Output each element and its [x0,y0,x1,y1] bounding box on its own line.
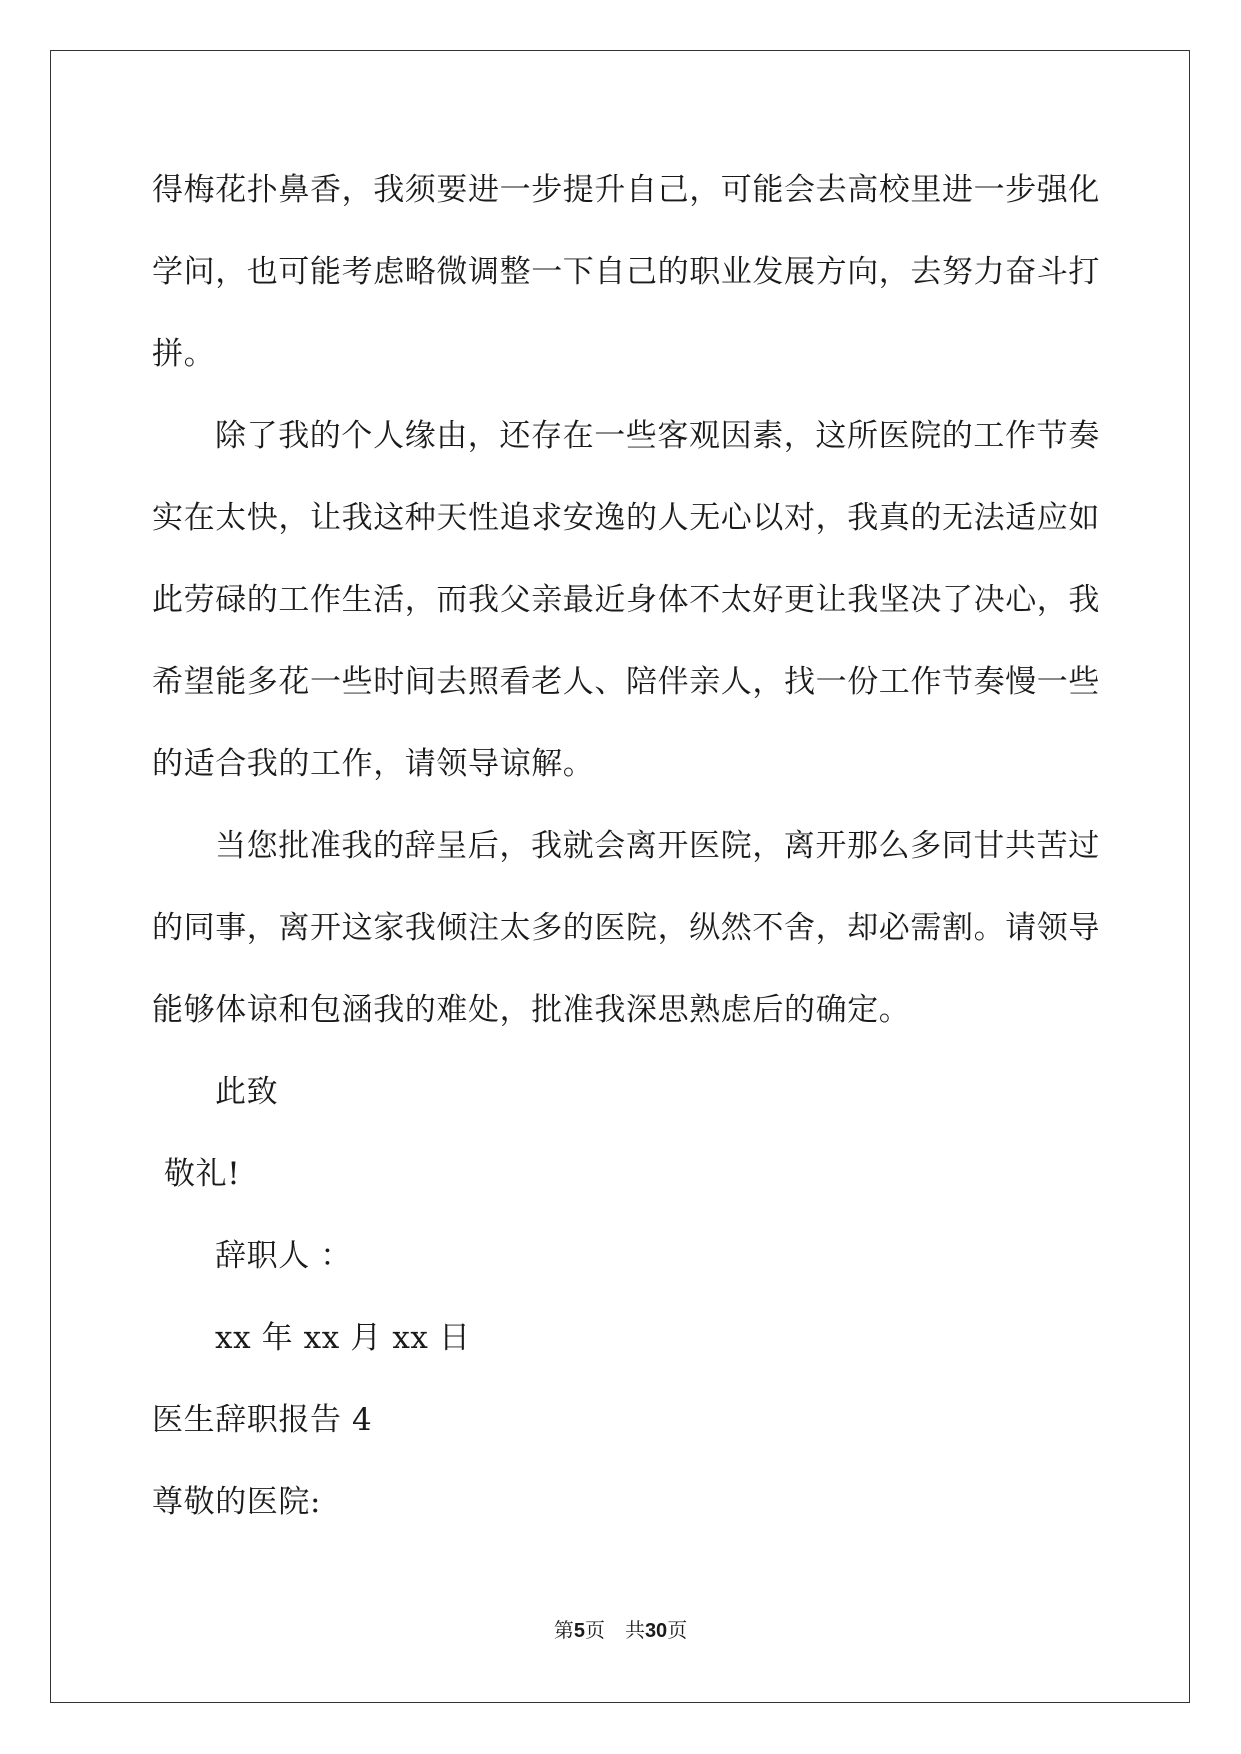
document-body [152,160,1100,1554]
total-suffix: 页 [667,1618,688,1642]
page-prefix: 第 [553,1618,574,1642]
signature-label: 辞职人 ： [215,1238,352,1274]
body-line: 拼。 [152,336,216,372]
section-title: 医生辞职报告 4 [152,1402,373,1438]
body-line: 实在太快，让我这种天性追求安逸的人无心以对，我真的无法适应如 [152,500,1100,536]
date-line: xx 年 xx 月 xx 日 [215,1320,471,1356]
page-suffix: 页 [584,1618,605,1642]
total-pages: 30 [644,1620,668,1642]
body-line: 的适合我的工作，请领导谅解。 [152,746,595,782]
body-line: 此劳碌的工作生活，而我父亲最近身体不太好更让我坚决了决心，我 [152,582,1100,618]
closing-salutation: 此致 [215,1074,279,1110]
total-prefix: 共 [624,1618,645,1642]
body-line: 得梅花扑鼻香，我须要进一步提升自己，可能会去高校里进一步强化 [152,172,1100,208]
paragraph-start-line: 当您批准我的辞呈后，我就会离开医院，离开那么多同甘共苦过 [215,828,1100,864]
greeting-line: 尊敬的医院: [152,1484,322,1520]
page-footer [0,1614,1241,1643]
page-number: 5 [573,1620,585,1642]
paragraph-start-line: 除了我的个人缘由，还存在一些客观因素，这所医院的工作节奏 [215,418,1100,454]
body-line: 学问，也可能考虑略微调整一下自己的职业发展方向，去努力奋斗打 [152,254,1100,290]
closing-regards: 敬礼! [164,1156,241,1192]
body-line: 希望能多花一些时间去照看老人、陪伴亲人，找一份工作节奏慢一些 [152,664,1100,700]
body-line: 的同事，离开这家我倾注太多的医院，纵然不舍，却必需割。请领导 [152,910,1100,946]
body-line: 能够体谅和包涵我的难处，批准我深思熟虑后的确定。 [152,992,911,1028]
